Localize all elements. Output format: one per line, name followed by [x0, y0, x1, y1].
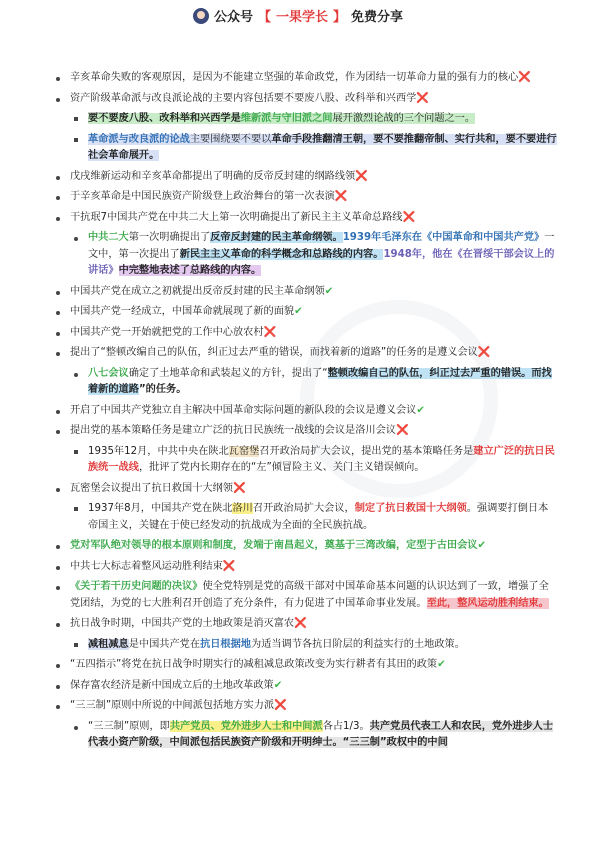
highlight-text: 1939年毛泽东在《中国革命和中国共产党》 [342, 232, 545, 243]
sub-item [70, 501, 557, 534]
item-text: 第一次明确提出了 [128, 232, 211, 243]
wrong-icon: ❌ [222, 560, 236, 572]
list-item [52, 579, 557, 612]
wrong-icon: ❌ [396, 425, 409, 436]
list-item [52, 423, 557, 440]
highlight-text: 中完整地表述了总路线的内容。 [118, 265, 262, 276]
item-text: ”的任务。 [138, 384, 187, 395]
avatar [193, 8, 209, 24]
sub-item [70, 230, 557, 280]
sub-item [70, 366, 557, 399]
sub-item [70, 132, 557, 165]
highlight-text: 反帝反封建的民主革命纲领。 [210, 232, 343, 243]
item-text: 瓦密堡会议提出了抗日救国十大纲领 [70, 482, 233, 494]
item-text: 1935年12月，中共中央在陕北 [88, 445, 229, 457]
item-text: 使全党特别是党的高级干部对中国革命基本问题的认识达到了一致，增强了全党团结，为党的七大胜利召开创造了充分条件，有力促进了中国革命事业发展。 [70, 581, 549, 609]
wrong-icon: ❌ [518, 72, 531, 83]
wrong-icon: ❌ [274, 700, 287, 711]
item-text: 中国共产党一经成立，中国革命就展现了新的面貌 [70, 306, 295, 317]
list-item [52, 189, 557, 206]
item-text: 资产阶级革命派与改良派论战的主要内容包括要不要废八股、改科举和兴西学 [70, 92, 417, 104]
check-icon: ✔ [416, 404, 425, 416]
highlight-text: 《关于若干历史问题的决议》 [70, 581, 203, 592]
list-item [52, 284, 557, 301]
header-brand: 一果学长 [275, 10, 328, 25]
sub-item [70, 719, 557, 752]
highlight-text: 新民主主义革命的科学概念和总路线的内容。 [179, 248, 384, 260]
wrong-icon: ❌ [416, 92, 430, 104]
item-text: 召开政治局扩大会议， [252, 503, 355, 514]
highlight-text: 整顿改编自己的队伍，纠正过去严重的错误。而找着新的道路 [88, 367, 552, 395]
list-item [52, 678, 557, 695]
highlight-text: 瓦窑堡 [228, 445, 260, 457]
item-text: 1937年8月，中国共产党在陕北 [88, 503, 233, 514]
wrong-icon: ❌ [263, 326, 277, 338]
sub-item [70, 444, 557, 477]
item-text: “三三制”原则中所说的中间派包括地方实力派 [70, 700, 275, 711]
item-text: 开启了中国共产党独立自主解决中国革命实际问题的新队段的会议是遵义会议 [70, 404, 417, 416]
check-icon: ✔ [294, 306, 303, 317]
list-item [52, 70, 557, 87]
highlight-text: 革命派与改良派的论战 [88, 133, 190, 145]
item-text: 主要围绕要不要以 [189, 133, 272, 145]
item-text: 是中国共产党在 [128, 638, 201, 650]
list-item [52, 481, 557, 498]
item-text: 中共七大标志着整风运动胜利结束 [70, 560, 223, 572]
item-text: “三三制”原则，即 [88, 720, 170, 732]
list-item [52, 616, 557, 633]
item-text: 保存富农经济是新中国成立后的土地改革政策 [70, 679, 274, 691]
highlight-text: 维新派与守旧派之间 [240, 113, 333, 124]
list-item [52, 169, 557, 186]
item-text: 一文中，第一次提出了 [88, 232, 555, 260]
list-item [52, 538, 557, 555]
list-item [52, 657, 557, 674]
highlight-text: 减租减息 [88, 638, 129, 650]
highlight-text: 建立广泛的抗日民族统一战线 [88, 445, 555, 473]
item-text: 展开激烈论战的三个问题之一。 [332, 113, 476, 124]
highlight-text: 八七会议 [88, 367, 129, 379]
item-text: 中国共产党一开始就把党的工作中心放农村 [70, 326, 264, 338]
item-text: 要不要废八股、改科举和兴西学是 [88, 113, 241, 124]
highlight-text: 共产党员、党外进步人士和中间派 [169, 720, 323, 732]
list-item [52, 91, 557, 108]
header-title [193, 6, 403, 25]
item-text: “五四指示”将党在抗日战争时期实行的减租减息政策改变为实行耕者有其田的政策 [70, 659, 438, 670]
highlight-text: 1948年，他在《在晋绥干部会议上的讲话》 [88, 248, 555, 276]
item-text: 召开政治局扩大会议，提出党的基本策略任务是 [259, 445, 474, 457]
item-text: 。强调要打倒日本帝国主义，关键在于使已经发动的抗战成为全面的全民族抗战。 [88, 503, 549, 531]
check-icon: ✔ [324, 285, 334, 297]
header-prefix: 公众号 [213, 10, 253, 25]
item-text: 革命手段推翻清王朝，要不要推翻帝制、实行共和，要不要进行社会革命展开。 [88, 133, 557, 161]
item-text: 于辛亥革命是中国民族资产阶级登上政治舞台的第一次表演 [70, 191, 335, 202]
list-item [52, 559, 557, 576]
item-text: 各占1/3。 [322, 720, 370, 732]
wrong-icon: ❌ [233, 482, 246, 494]
highlight-text: 洛川 [232, 503, 253, 514]
item-text: 为适当调节各抗日阶层的利益实行的土地政策。 [251, 638, 465, 650]
highlight-text: 共产党员代表工人和农民，党外进步人士代表小资产阶级，中间派包括民族资产阶级和开明绅士。“三三制”政权中的中间 [88, 720, 554, 748]
header-bracket-open: 【 [257, 10, 271, 25]
item-text: 抗日战争时期，中国共产党的土地政策是消灭富农 [70, 618, 295, 629]
item-text: 干抗珉7中国共产党在中共二大上第一次明确提出了新民主主义革命总路线 [70, 211, 403, 223]
item-text: 辛亥革命失败的客观原因，是因为不能建立坚强的革命政党，作为团结一切革命力量的强有力的核心 [70, 72, 519, 83]
highlight-text: 中共二大 [88, 232, 129, 243]
check-icon: ✔ [273, 679, 283, 691]
item-text: 确定了土地革命和武装起义的方针，提出了“ [128, 367, 328, 379]
header-bracket-close: 】 [333, 10, 347, 25]
list-item [52, 210, 557, 227]
sub-item [70, 637, 557, 654]
list-item [52, 698, 557, 715]
list-item [52, 403, 557, 420]
item-text: 戊戌维新运动和辛亥革命都提出了明确的反帝反封建的纲路线领 [70, 170, 356, 182]
highlight-text: 制定了抗日救国十大纲领 [354, 503, 467, 514]
item-text: ，批评了党内长期存在的“左”倾冒险主义、关门主义错误倾向。 [138, 462, 425, 473]
page-header [0, 0, 596, 30]
check-icon: ✔ [437, 659, 446, 670]
wrong-icon: ❌ [355, 170, 368, 182]
list-item [52, 304, 557, 321]
highlight-text: 抗日根据地 [200, 638, 251, 650]
list-item [52, 325, 557, 342]
item-text: 提出党的基本策略任务是建立广泛的抗日民族统一战线的会议是洛川会议 [70, 425, 396, 436]
wrong-icon: ❌ [294, 618, 307, 629]
notes-list [52, 70, 557, 756]
check-icon: ✔ [477, 540, 487, 551]
list-item [52, 345, 557, 362]
item-text: 中国共产党在成立之初就提出反帝反封建的民主革命纲领 [70, 285, 325, 297]
wrong-icon: ❌ [334, 191, 348, 202]
item-text: 党对军队绝对领导的根本原则和制度，发端于南昌起义，奠基于三湾改编，定型于古田会议 [70, 540, 478, 551]
highlight-text: 至此，整风运动胜利结束。 [426, 597, 549, 609]
item-text: 提出了“整顿改编自己的队伍，纠正过去严重的错误，而找着新的道路”的任务的是遵义会议 [70, 347, 478, 358]
header-suffix: 免费分享 [351, 10, 404, 25]
sub-item [70, 111, 557, 128]
wrong-icon: ❌ [402, 211, 416, 223]
wrong-icon: ❌ [477, 347, 491, 358]
